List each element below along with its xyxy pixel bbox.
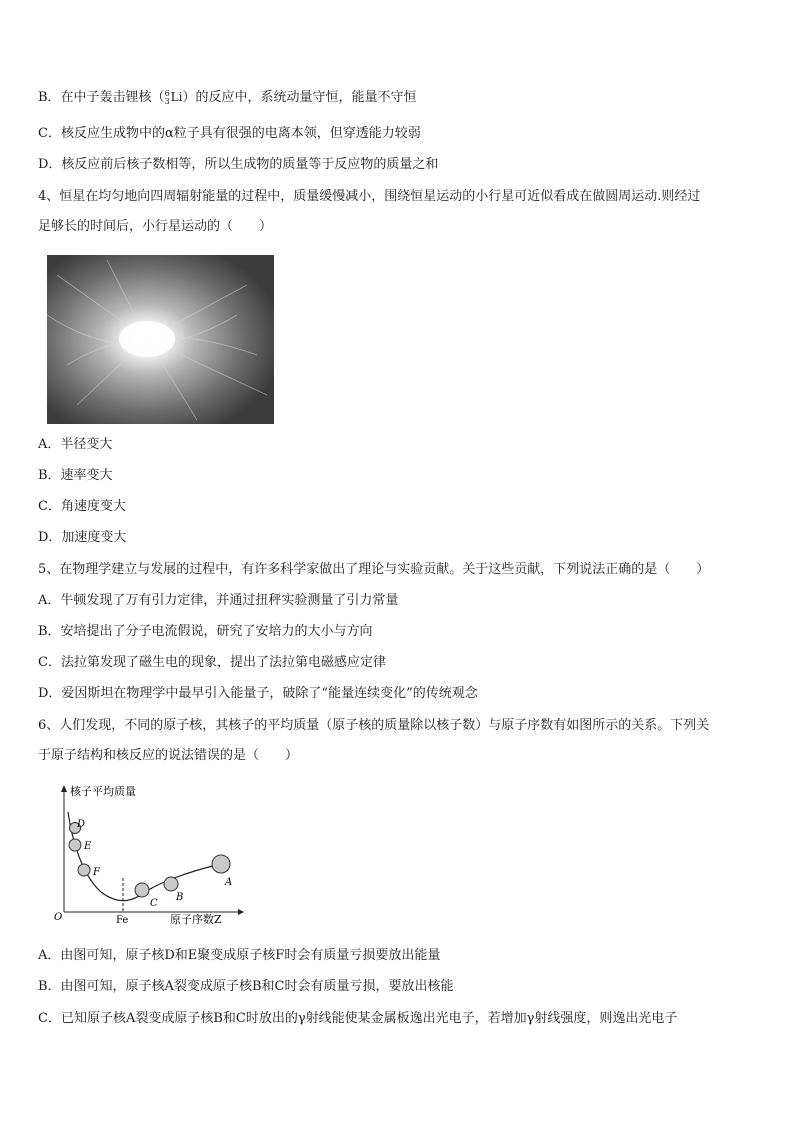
q3-option-c: C．核反应生成物中的α粒子具有很强的电离本领，但穿透能力较弱 bbox=[38, 126, 421, 141]
q6-option-b: B．由图可知，原子核A裂变成原子核B和C时会有质量亏损，要放出核能 bbox=[38, 979, 454, 994]
point-c bbox=[135, 883, 149, 897]
isotope-symbol: Li bbox=[170, 90, 183, 104]
point-label-a: A bbox=[225, 877, 233, 888]
q4-option-a: A．半径变大 bbox=[38, 437, 113, 452]
point-label-e: E bbox=[84, 841, 92, 852]
q4-stem-line1: 4、恒星在均匀地向四周辐射能量的过程中，质量缓慢减小，围绕恒星运动的小行星可近似看成在做圆周运动.则经过 bbox=[38, 189, 701, 204]
q4-option-d: D．加速度变大 bbox=[38, 530, 127, 545]
point-label-f: F bbox=[93, 867, 100, 878]
point-label-b: B bbox=[176, 892, 184, 903]
x-axis-arrow-icon bbox=[238, 909, 244, 915]
q5-option-c: C．法拉第发现了磁生电的现象，提出了法拉第电磁感应定律 bbox=[38, 655, 386, 670]
q5-option-b: B．安培提出了分子电流假说，研究了安培力的大小与方向 bbox=[38, 624, 373, 639]
lithium-isotope bbox=[165, 90, 183, 104]
q4-stem-line2: 足够长的时间后，小行星运动的（ ） bbox=[38, 219, 273, 234]
q3-option-b bbox=[38, 89, 416, 106]
point-b bbox=[164, 877, 178, 891]
point-a bbox=[212, 855, 230, 873]
q3-option-d: D．核反应前后核子数相等，所以生成物的质量等于反应物的质量之和 bbox=[38, 157, 439, 172]
q3-option-b-tail: ）的反应中，系统动量守恒，能量不守恒 bbox=[182, 90, 417, 105]
nucleon-mass-diagram bbox=[46, 780, 246, 930]
point-label-d: D bbox=[77, 819, 86, 830]
x-axis-label: 原子序数Z bbox=[170, 913, 222, 926]
y-axis-label: 核子平均质量 bbox=[70, 785, 136, 798]
q5-option-d: D．爱因斯坦在物理学中最早引入能量子，破除了“能量连续变化”的传统观念 bbox=[38, 686, 478, 701]
q3-option-b-text: B．在中子轰击锂核（ bbox=[38, 90, 165, 105]
q4-option-b: B．速率变大 bbox=[38, 468, 113, 483]
point-f bbox=[78, 864, 90, 876]
isotope-atomic-number: 3 bbox=[164, 96, 170, 106]
q6-stem-line1: 6、人们发现，不同的原子核，其核子的平均质量（原子核的质量除以核子数）与原子序数有如图所示的关系。下列关 bbox=[38, 718, 710, 733]
q4-option-c: C．角速度变大 bbox=[38, 499, 126, 514]
isotope-mass-number: 6 bbox=[164, 88, 170, 98]
point-e bbox=[69, 839, 81, 851]
y-axis-arrow-icon bbox=[61, 785, 67, 792]
star-radiation-photo bbox=[47, 255, 274, 424]
q5-option-a: A．牛顿发现了万有引力定律，并通过扭秤实验测量了引力常量 bbox=[38, 593, 399, 608]
q6-option-a: A．由图可知，原子核D和E聚变成原子核F时会有质量亏损要放出能量 bbox=[38, 948, 441, 963]
q5-stem: 5、在物理学建立与发展的过程中，有许多科学家做出了理论与实验贡献。关于这些贡献，下列说法正确的是（ ） bbox=[38, 562, 710, 577]
fe-label: Fe bbox=[116, 915, 129, 926]
q6-stem-line2: 于原子结构和核反应的说法错误的是（ ） bbox=[38, 748, 299, 763]
q6-option-c: C．已知原子核A裂变成原子核B和C时放出的γ射线能使某金属板逸出光电子，若增加γ射线强度，则逸出光电子 bbox=[38, 1011, 678, 1026]
origin-label: O bbox=[54, 912, 63, 923]
point-label-c: C bbox=[150, 898, 158, 909]
